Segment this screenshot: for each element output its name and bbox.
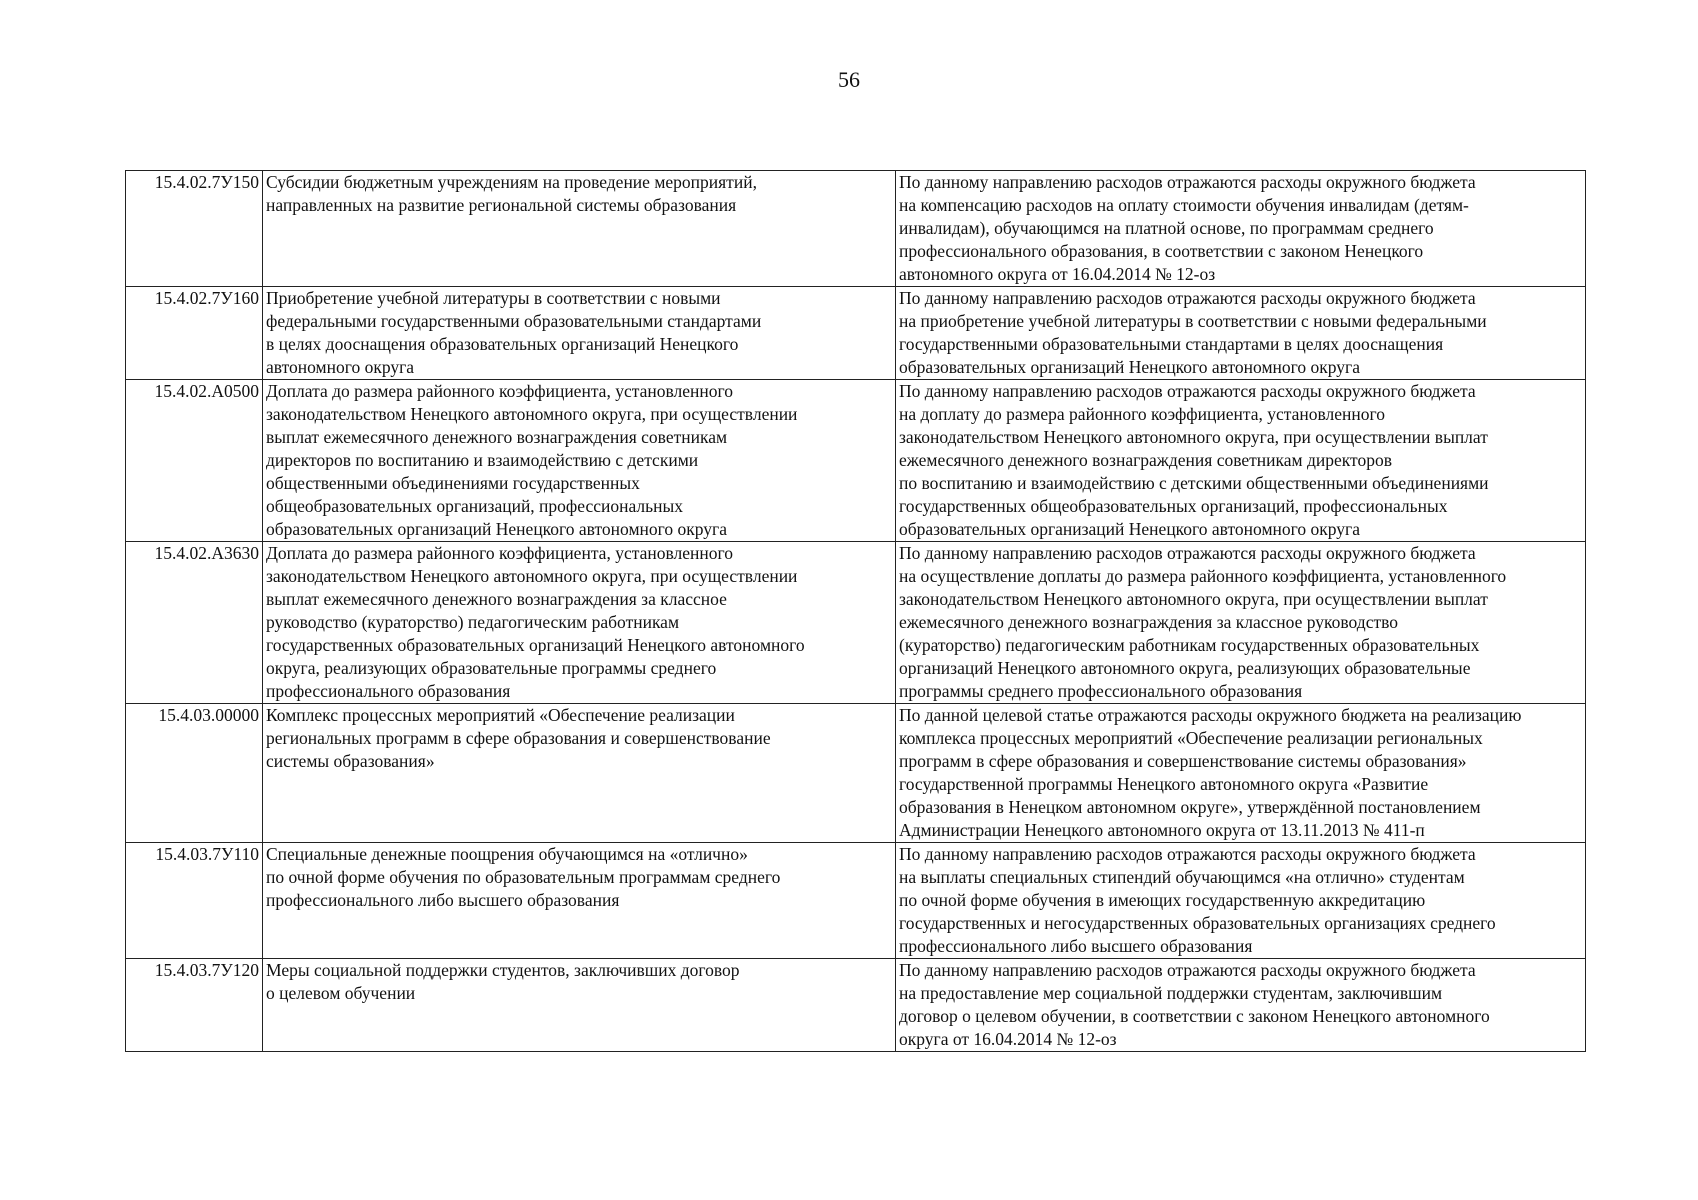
row-description: По данному направлению расходов отражаются расходы окружного бюджета на компенсацию расходов на оплату стоимости обучения инвалидам (детям- инвалидам), обучающимся на платной основе, по программам среднего профессионального образования, в соответствии с законом Ненецкого автономного округа от 16.04.2014 № 12-оз xyxy=(896,171,1586,287)
table-row xyxy=(126,542,1586,704)
table-row xyxy=(126,704,1586,843)
row-description: По данному направлению расходов отражаются расходы окружного бюджета на осуществление доплаты до размера районного коэффициента, установленного законодательством Ненецкого автономного округа, при осуществлении выплат ежемесячного денежного вознаграждения за классное руководство (кураторство) педагогическим работникам государственных образовательных организаций Ненецкого автономного округа, реализующих образовательные программы среднего профессионального образования xyxy=(896,542,1586,704)
row-name: Комплекс процессных мероприятий «Обеспечение реализации региональных программ в сфере образования и совершенствование системы образования» xyxy=(263,704,896,843)
row-description: По данному направлению расходов отражаются расходы окружного бюджета на приобретение учебной литературы в соответствии с новыми федеральными государственными образовательными стандартами в целях дооснащения образовательных организаций Ненецкого автономного округа xyxy=(896,287,1586,380)
table-row xyxy=(126,959,1586,1052)
row-code: 15.4.02.7У160 xyxy=(126,287,263,380)
row-description: По данному направлению расходов отражаются расходы окружного бюджета на предоставление мер социальной поддержки студентам, заключившим договор о целевом обучении, в соответствии с законом Ненецкого автономного округа от 16.04.2014 № 12-оз xyxy=(896,959,1586,1052)
table-row xyxy=(126,171,1586,287)
row-code: 15.4.02.А3630 xyxy=(126,542,263,704)
row-code: 15.4.03.7У120 xyxy=(126,959,263,1052)
row-description: По данному направлению расходов отражаются расходы окружного бюджета на доплату до размера районного коэффициента, установленного законодательством Ненецкого автономного округа, при осуществлении выплат ежемесячного денежного вознаграждения советникам директоров по воспитанию и взаимодействию с детскими общественными объединениями государственных общеобразовательных организаций, профессиональных образовательных организаций Ненецкого автономного округа xyxy=(896,380,1586,542)
row-name: Доплата до размера районного коэффициента, установленного законодательством Ненецкого автономного округа, при осуществлении выплат ежемесячного денежного вознаграждения советникам директоров по воспитанию и взаимодействию с детскими общественными объединениями государственных общеобразовательных организаций, профессиональных образовательных организаций Ненецкого автономного округа xyxy=(263,380,896,542)
row-name: Специальные денежные поощрения обучающимся на «отлично» по очной форме обучения по образовательным программам среднего профессионального либо высшего образования xyxy=(263,843,896,959)
budget-classification-table xyxy=(125,170,1586,1052)
table-row xyxy=(126,380,1586,542)
row-code: 15.4.02.7У150 xyxy=(126,171,263,287)
row-code: 15.4.03.00000 xyxy=(126,704,263,843)
table-row xyxy=(126,287,1586,380)
row-name: Субсидии бюджетным учреждениям на проведение мероприятий, направленных на развитие региональной системы образования xyxy=(263,171,896,287)
page-number: 56 xyxy=(838,67,860,92)
row-name: Меры социальной поддержки студентов, заключивших договор о целевом обучении xyxy=(263,959,896,1052)
row-description: По данной целевой статье отражаются расходы окружного бюджета на реализацию комплекса процессных мероприятий «Обеспечение реализации региональных программ в сфере образования и совершенствование системы образования» государственной программы Ненецкого автономного округа «Развитие образования в Ненецком автономном округе», утверждённой постановлением Администрации Ненецкого автономного округа от 13.11.2013 № 411-п xyxy=(896,704,1586,843)
row-code: 15.4.03.7У110 xyxy=(126,843,263,959)
row-description: По данному направлению расходов отражаются расходы окружного бюджета на выплаты специальных стипендий обучающимся «на отлично» студентам по очной форме обучения в имеющих государственную аккредитацию государственных и негосударственных образовательных организациях среднего профессионального либо высшего образования xyxy=(896,843,1586,959)
table-row xyxy=(126,843,1586,959)
row-name: Приобретение учебной литературы в соответствии с новыми федеральными государственными образовательными стандартами в целях дооснащения образовательных организаций Ненецкого автономного округа xyxy=(263,287,896,380)
row-code: 15.4.02.А0500 xyxy=(126,380,263,542)
row-name: Доплата до размера районного коэффициента, установленного законодательством Ненецкого автономного округа, при осуществлении выплат ежемесячного денежного вознаграждения за классное руководство (кураторство) педагогическим работникам государственных образовательных организаций Ненецкого автономного округа, реализующих образовательные программы среднего профессионального образования xyxy=(263,542,896,704)
